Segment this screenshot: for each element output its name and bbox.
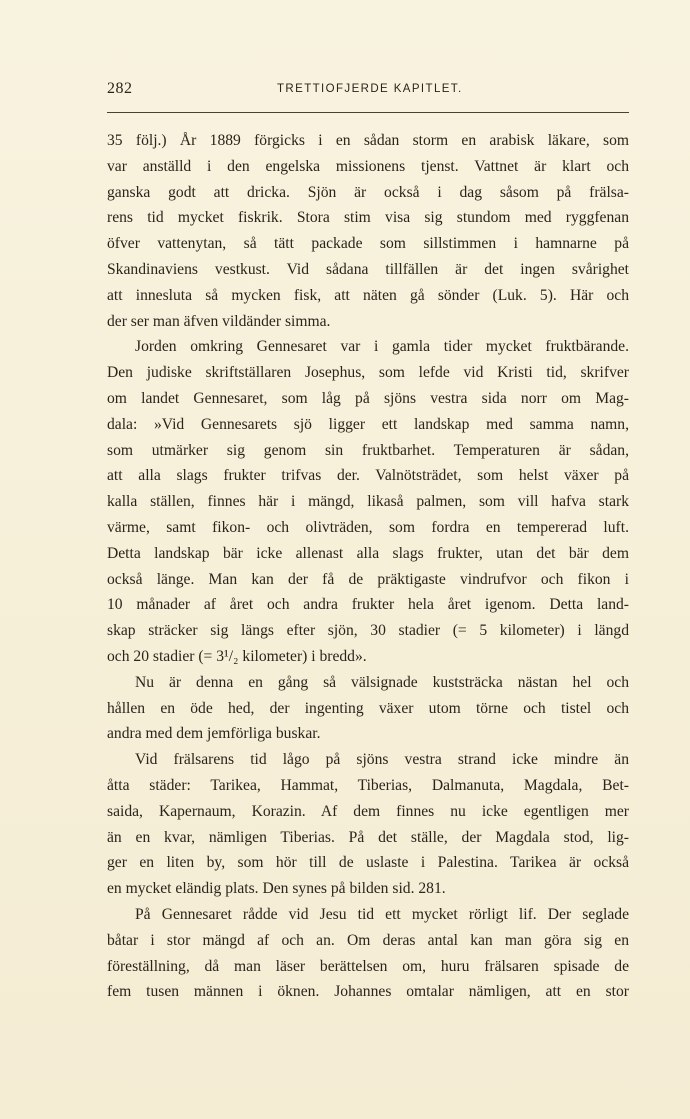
text-line: föreställning, då man läser berättelsen om, huru frälsaren spisade de [107,957,629,975]
text-line: På Gennesaret rådde vid Jesu tid ett mycket rörligt lif. Der seglade [135,905,629,923]
text-line: båtar i stor mängd af och an. Om deras antal kan man göra sig en [107,931,629,949]
text-line: skap sträcker sig längs efter sjön, 30 stadier (= 5 kilometer) i längd [107,622,629,640]
text-line: ger en liten by, som hör till de uslaste i Palestina. Tarikea är också [107,854,629,872]
text-line: andra med dem jemförliga buskar. [107,725,321,743]
text-line: en mycket eländig plats. Den synes på bilden sid. 281. [107,880,446,898]
text-line: var anställd i den engelska missionens tjenst. Vattnet är klart och [107,157,629,175]
text-line: öfver vattenytan, så tätt packade som sillstimmen i hamnarne på [107,235,629,253]
text-line: att innesluta så mycken fisk, att näten gå sönder (Luk. 5). Här och [107,286,629,304]
text-line: Nu är denna en gång så välsignade kuststräcka nästan hel och [135,673,629,691]
text-line: Skandinaviens vestkust. Vid sådana tillfällen är det ingen svårighet [107,260,629,278]
text-line: 35 följ.) År 1889 förgicks i en sådan storm en arabisk läkare, som [107,132,629,149]
text-line: der ser man äfven vildänder simma. [107,312,331,330]
text-line: hållen en öde hed, der ingenting växer utom törne och tistel och [107,699,629,717]
text-line: kalla ställen, finnes här i mängd, likaså palmen, som vill hafva stark [107,493,629,511]
text-line: saida, Kapernaum, Korazin. Af dem finnes nu icke egentligen mer [107,802,629,820]
header-rule [107,112,629,113]
text-line: om landet Gennesaret, som låg på sjöns vestra sida norr om Mag- [107,389,629,407]
text-line: som utmärker sig genom sin fruktbarhet. Temperaturen är sådan, [107,441,629,459]
text-line: Jorden omkring Gennesaret var i gamla tider mycket fruktbärande. [135,338,629,356]
text-line: Detta landskap bär icke allenast alla slags frukter, utan det bär dem [107,544,629,562]
text-line: Vid frälsarens tid lågo på sjöns vestra strand icke mindre än [135,751,629,769]
text-line: också länge. Man kan der få de präktigaste vindrufvor och fikon i [107,570,629,588]
text-line: rens tid mycket fiskrik. Stora stim visa sig stundom med ryggfenan [107,209,629,227]
text-line: dala: »Vid Gennesarets sjö ligger ett landskap med samma namn, [107,415,629,433]
text-line: fem tusen männen i öknen. Johannes omtalar nämligen, att en stor [107,983,629,1001]
running-head: TRETTIOFJERDE KAPITLET. [277,83,463,95]
text-line: Den judiske skriftställaren Josephus, som lefde vid Kristi tid, skrifver [107,364,629,382]
text-line: att alla slags frukter trifvas der. Valnötsträdet, som helst växer på [107,467,629,485]
text-line: värme, samt fikon- och olivträden, som fordra en tempererad luft. [107,518,629,536]
page-number: 282 [107,80,133,97]
text-line: åtta städer: Tarikea, Hammat, Tiberias, Dalmanuta, Magdala, Bet- [107,776,629,794]
body-text [107,128,629,1005]
text-line: ganska godt att dricka. Sjön är också i dag såsom på frälsa- [107,183,629,201]
text-line: 10 månader af året och andra frukter hela året igenom. Detta land- [107,596,629,614]
text-line: än en kvar, nämligen Tiberias. På det ställe, der Magdala stod, lig- [107,828,629,846]
text-line: och 20 stadier (= 3¹/₂ kilometer) i bredd». [107,647,367,665]
page-header [107,80,629,106]
